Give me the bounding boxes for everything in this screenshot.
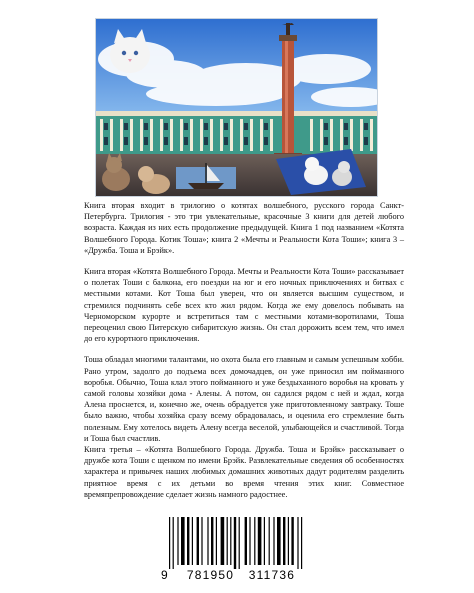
paragraph-book-two: Книга вторая «Котята Волшебного Города. Мечты и Реальности Кота Тоши» рассказывает о полетах Тоши с балкона, его поездки на юг и его ночных приключениях и битвах с местными котами. Кот Тоша был уверен, что он является высшим существом, и стремился подчинять себе всех кто жил рядом. Когда же ему довелось побывать на Черноморском курорте и встретиться там с местными котами-воротилами, Тоша переоценил свою Питерскую сибаритскую жизнь. Он стал дорожить всем тем, что имел до его курортного приключения. bbox=[84, 267, 404, 344]
paragraph-book-three: Книга третья – «Котята Волшебного Города. Дружба. Тоша и Брэйк» рассказывает о дружбе кота Тоши с щенком по имени Брэйк. Развлекательные сведения об особенностях характера и привычек наших любимых домашних животных дадут родителям разделить приятное время с их детьми во время чтения этих книг. Совместное времяпрепровождение сделает жизнь намного радостнее. bbox=[84, 445, 404, 499]
book-description bbox=[84, 200, 404, 510]
winter-palace-icon bbox=[96, 111, 377, 154]
isbn-right-group: 311736 bbox=[248, 568, 296, 582]
isbn-first-digit: 9 bbox=[161, 568, 169, 582]
cover-illustration bbox=[95, 18, 378, 197]
paragraph-tosha-hunting: Тоша обладал многими талантами, но охота была его главным и самым успешным хобби. Рано утром, задолго до подъема всех домочадцев, он уже приносил им пойманного воробья. Обычно, Тоша клал этого пойманного и уже бездыханного воробья на кровать у самой головы хозяйки дома - Алены. А потом, он садился рядом с ней и ждал, когда Алена проснется, и, конечно же, очень обрадуется уже приготовленному завтраку. Тоше было важно, чтобы хозяйка сразу всему обрадовалась, и оценила его стремление быть полезным. Ему хотелось видеть Алену всегда веселой, улыбающейся и счастливой. Тогда и Тоша был счастлив. bbox=[84, 355, 404, 443]
isbn-left-group: 781950 bbox=[186, 568, 235, 582]
isbn-barcode bbox=[163, 515, 313, 585]
palace-square-illustration-icon bbox=[96, 19, 377, 196]
isbn-number bbox=[163, 568, 313, 582]
paragraph-trilogy-intro: Книга вторая входит в трилогию о котятах волшебного, русского города Санкт-Петербурга. Трилогия - это три увлекательные, красочные 3 книги для детей любого возраста. Каждая из них есть продолжение предыдущей. Книга 1 под названием «Котята Волшебного Города. Котик Тоша»; книга 2 «Мечты и Реальности Кота Тоши»; книга 3 – «Дружба. Тоша и Брэйк». bbox=[84, 201, 404, 255]
barcode-icon bbox=[163, 515, 313, 570]
